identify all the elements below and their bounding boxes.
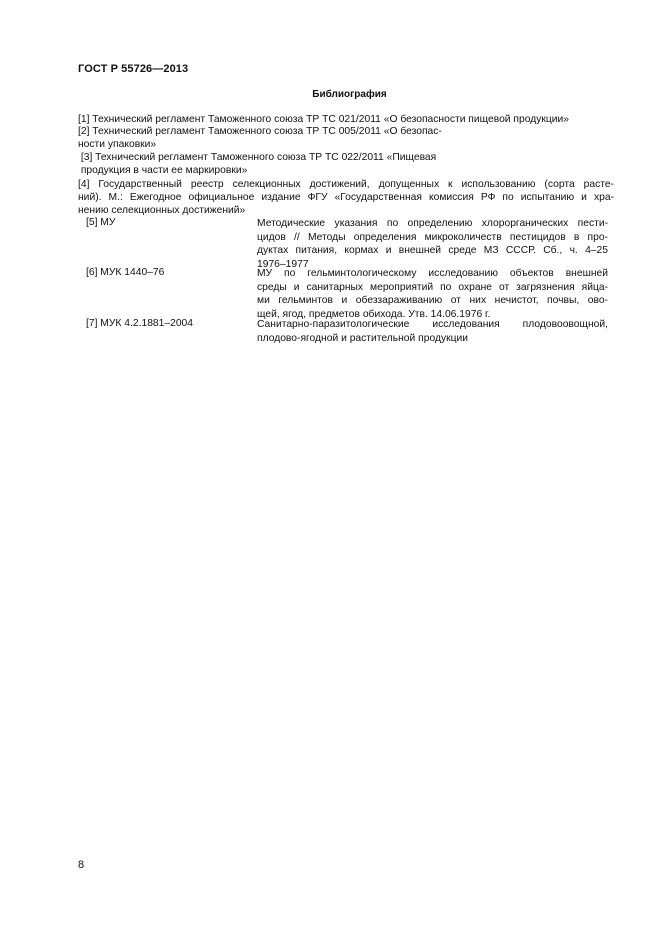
ref-6-desc-line: щей, ягод, предметов обихода. Утв. 14.06.1976 г.: [257, 308, 491, 320]
ref-2-line-2: ности упаковки»: [78, 139, 157, 150]
ref-7-desc-line: плодово-ягодной и растительной продукции: [257, 332, 469, 344]
section-title: [0, 89, 661, 100]
ref-7-description: [257, 318, 608, 345]
ref-6-desc-line: ми гельминтов и обеззараживанию от них нечистот, почвы, ово-: [257, 295, 608, 306]
ref-4-line-2: ний). М.: Ежегодное официальное издание ФГУ «Государственная комиссия РФ по испытанию и хра-: [78, 192, 614, 203]
ref-3-line-2: продукция в части ее маркировки»: [78, 165, 248, 176]
ref-6-desc-line: МУ по гельминтологическому исследованию объектов внешней: [257, 268, 608, 279]
ref-2-line-1: [2] Технический регламент Таможенного союза ТР ТС 005/2011 «О безопас-: [78, 126, 442, 137]
ref-3-line-1: [3] Технический регламент Таможенного союза ТР ТС 022/2011 «Пищевая: [78, 152, 437, 163]
ref-4-line-1: [4] Государственный реестр селекционных достижений, допущенных к использованию (сорта расте-: [78, 179, 614, 190]
ref-7-code: [7] МУК 4.2.1881–2004: [86, 318, 194, 329]
ref-5-desc-line: 1976–1977: [257, 258, 309, 270]
ref-4-line-3: нению селекционных достижений»: [78, 205, 246, 216]
document-header-id: ГОСТ Р 55726—2013: [78, 63, 189, 75]
ref-5-desc-line: цидов // Методы определения микроколичеств пестицидов в про-: [257, 231, 608, 243]
ref-5-description: [257, 217, 608, 271]
ref-6-desc-line: среды и санитарных мероприятий по охране от загрязнения яйца-: [257, 281, 608, 293]
section-title-text: Библиография: [312, 89, 387, 100]
ref-5-desc-line: Методические указания по определению хлорорганических пести-: [257, 218, 608, 229]
ref-6-description: [257, 267, 608, 321]
ref-7-desc-line: Санитарно-паразитологические исследования плодовоовощной,: [257, 319, 608, 330]
ref-6-code: [6] МУК 1440–76: [86, 267, 165, 278]
ref-1-line-1: [1] Технический регламент Таможенного союза ТР ТС 021/2011 «О безопасности пищевой продукции»: [78, 114, 569, 125]
page-number: 8: [78, 859, 85, 871]
ref-5-code: [5] МУ: [86, 217, 116, 228]
ref-5-desc-line: дуктах питания, кормах и внешней среде МЗ СССР. Сб., ч. 4–25: [257, 245, 608, 256]
